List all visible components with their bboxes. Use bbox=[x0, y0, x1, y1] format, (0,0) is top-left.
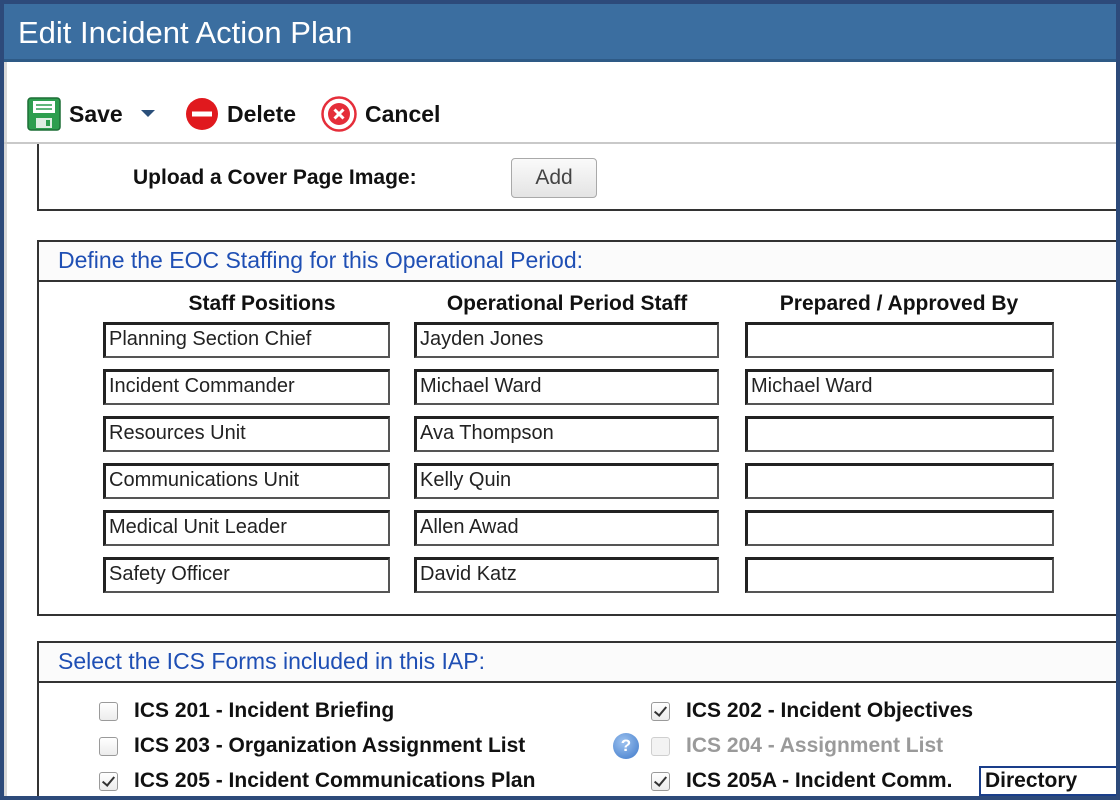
ics-forms-panel bbox=[37, 641, 1116, 796]
staff-position-field[interactable]: Communications Unit bbox=[103, 463, 390, 499]
delete-icon bbox=[185, 97, 219, 131]
staffing-panel bbox=[37, 240, 1116, 616]
checkbox[interactable] bbox=[651, 772, 670, 791]
ics-forms-heading: Select the ICS Forms included in this IAP: bbox=[39, 643, 1116, 683]
column-header-operational-staff: Operational Period Staff bbox=[446, 292, 688, 315]
form-option-ics-202[interactable] bbox=[651, 696, 973, 726]
form-option-label: ICS 204 - Assignment List bbox=[686, 734, 944, 757]
staff-position-field[interactable]: Safety Officer bbox=[103, 557, 390, 593]
cover-page-section bbox=[37, 144, 1116, 211]
operational-staff-field[interactable]: David Katz bbox=[414, 557, 719, 593]
form-option-ics-203[interactable] bbox=[99, 731, 525, 761]
staff-position-field[interactable]: Planning Section Chief bbox=[103, 322, 390, 358]
prepared-approved-field[interactable] bbox=[745, 557, 1054, 593]
staff-position-field[interactable]: Medical Unit Leader bbox=[103, 510, 390, 546]
edit-iap-window bbox=[4, 4, 1116, 796]
checkbox[interactable] bbox=[99, 772, 118, 791]
save-button[interactable] bbox=[27, 96, 123, 132]
staff-position-field[interactable]: Resources Unit bbox=[103, 416, 390, 452]
operational-staff-field[interactable]: Allen Awad bbox=[414, 510, 719, 546]
directory-field[interactable]: Directory bbox=[979, 766, 1116, 796]
operational-staff-field[interactable]: Michael Ward bbox=[414, 369, 719, 405]
delete-button[interactable] bbox=[185, 96, 296, 132]
save-label: Save bbox=[69, 100, 123, 127]
prepared-approved-field[interactable] bbox=[745, 416, 1054, 452]
cancel-icon bbox=[321, 96, 357, 132]
staff-position-field[interactable]: Incident Commander bbox=[103, 369, 390, 405]
form-option-label: ICS 205 - Incident Communications Plan bbox=[134, 769, 536, 792]
checkbox[interactable] bbox=[99, 702, 118, 721]
delete-label: Delete bbox=[227, 100, 297, 127]
column-header-prepared-approved: Prepared / Approved By bbox=[779, 292, 1019, 315]
form-option-label: ICS 202 - Incident Objectives bbox=[686, 699, 974, 722]
prepared-approved-field[interactable] bbox=[745, 463, 1054, 499]
form-option-label: ICS 201 - Incident Briefing bbox=[134, 699, 395, 722]
cover-page-label: Upload a Cover Page Image: bbox=[133, 166, 417, 189]
prepared-approved-field[interactable] bbox=[745, 322, 1054, 358]
form-option-ics-205a[interactable] bbox=[651, 766, 952, 796]
cancel-button[interactable] bbox=[321, 96, 440, 132]
form-option-ics-201[interactable] bbox=[99, 696, 394, 726]
column-header-staff-positions: Staff Positions bbox=[188, 292, 336, 315]
help-icon[interactable]: ? bbox=[613, 733, 639, 759]
window-title: Edit Incident Action Plan bbox=[4, 4, 1116, 62]
prepared-approved-field[interactable]: Michael Ward bbox=[745, 369, 1054, 405]
operational-staff-field[interactable]: Jayden Jones bbox=[414, 322, 719, 358]
save-icon bbox=[27, 97, 61, 131]
checkbox[interactable] bbox=[651, 702, 670, 721]
checkbox bbox=[651, 737, 670, 756]
cancel-label: Cancel bbox=[365, 100, 441, 127]
form-option-label: ICS 205A - Incident Comm. bbox=[686, 769, 953, 792]
prepared-approved-field[interactable] bbox=[745, 510, 1054, 546]
form-content bbox=[4, 144, 1116, 796]
staffing-heading: Define the EOC Staffing for this Operational Period: bbox=[39, 242, 1116, 282]
form-option-label: ICS 203 - Organization Assignment List bbox=[134, 734, 526, 757]
add-cover-image-button[interactable]: Add bbox=[511, 158, 597, 198]
toolbar bbox=[4, 62, 1116, 144]
form-option-ics-204 bbox=[651, 731, 943, 761]
form-option-ics-205[interactable] bbox=[99, 766, 535, 796]
chevron-down-icon[interactable] bbox=[141, 110, 155, 117]
operational-staff-field[interactable]: Ava Thompson bbox=[414, 416, 719, 452]
checkbox[interactable] bbox=[99, 737, 118, 756]
operational-staff-field[interactable]: Kelly Quin bbox=[414, 463, 719, 499]
